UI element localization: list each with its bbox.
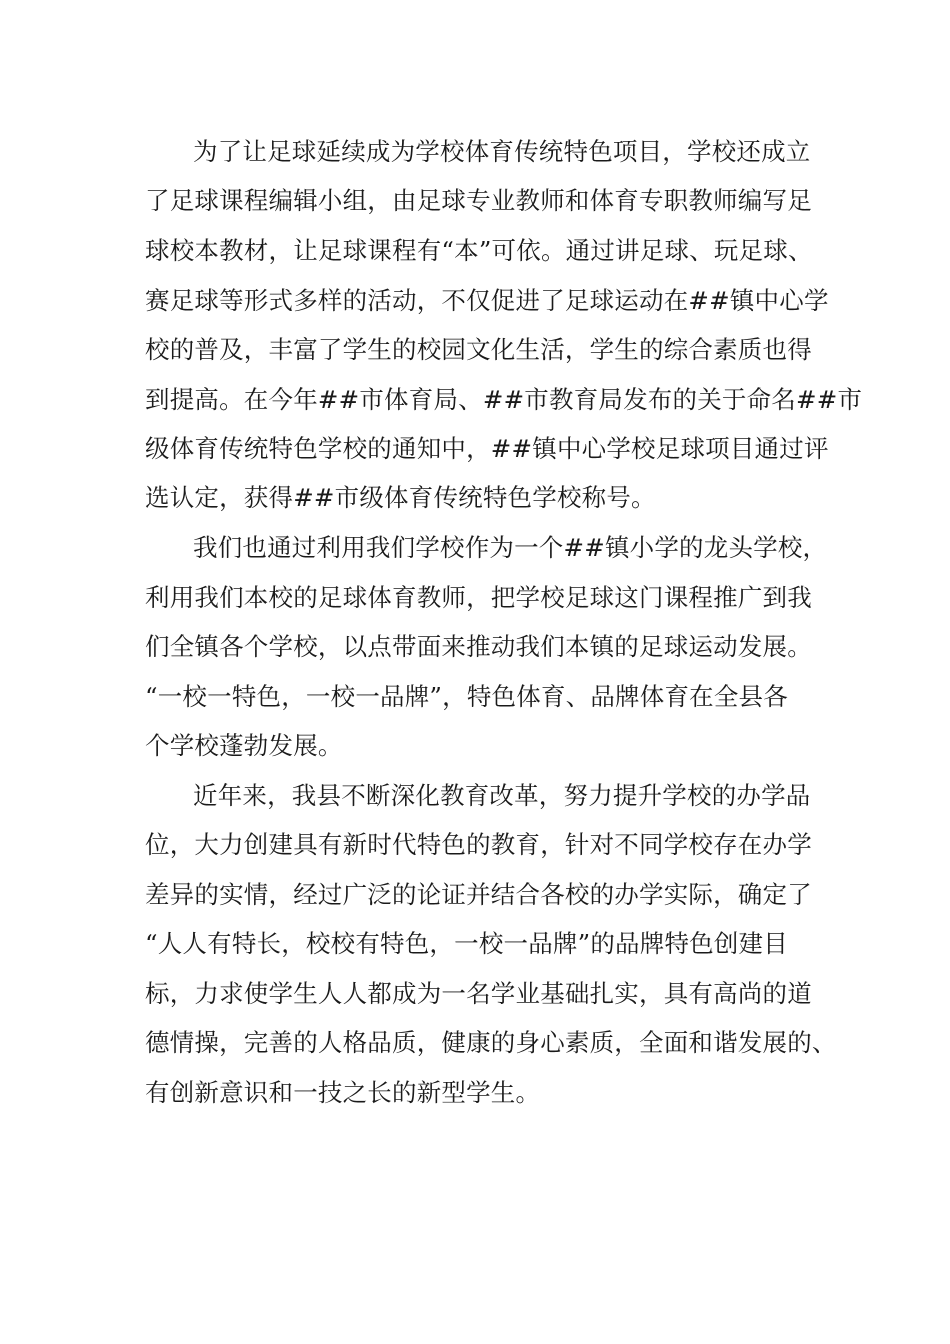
paragraph-3-line-6: 德情操，完善的人格品质，健康的身心素质，全面和谐发展的、 (145, 1028, 837, 1057)
paragraph-3-line-3: 差异的实情，经过广泛的论证并结合各校的办学实际，确定了 (145, 880, 812, 909)
paragraph-1-line-4: 赛足球等形式多样的活动，不仅促进了足球运动在##镇中心学 (145, 286, 829, 315)
paragraph-1-line-1: 为了让足球延续成为学校体育传统特色项目，学校还成立 (193, 137, 811, 166)
paragraph-3-line-5: 标，力求使学生人人都成为一名学业基础扎实，具有高尚的道 (145, 979, 812, 1008)
paragraph-1-line-6: 到提高。在今年##市体育局、##市教育局发布的关于命名##市 (145, 385, 863, 414)
paragraph-1-line-8: 选认定，获得##市级体育传统特色学校称号。 (145, 483, 656, 512)
paragraph-2-line-4: “一校一特色，一校一品牌”，特色体育、品牌体育在全县各 (145, 682, 788, 711)
paragraph-2-line-5: 个学校蓬勃发展。 (145, 731, 343, 760)
paragraph-1-line-3: 球校本教材，让足球课程有“本”可依。通过讲足球、玩足球、 (145, 236, 813, 265)
paragraph-2-line-3: 们全镇各个学校，以点带面来推动我们本镇的足球运动发展。 (145, 632, 812, 661)
paragraph-3-line-7: 有创新意识和一技之长的新型学生。 (145, 1078, 541, 1107)
paragraph-1-line-2: 了足球课程编辑小组，由足球专业教师和体育专职教师编写足 (145, 186, 812, 215)
paragraph-2-line-1: 我们也通过利用我们学校作为一个##镇小学的龙头学校， (193, 533, 828, 562)
paragraph-3-line-2: 位，大力创建具有新时代特色的教育，针对不同学校存在办学 (145, 830, 812, 859)
paragraph-2-line-2: 利用我们本校的足球体育教师，把学校足球这门课程推广到我 (145, 583, 812, 612)
paragraph-3-line-4: “人人有特长，校校有特色，一校一品牌”的品牌特色创建目 (145, 929, 788, 958)
paragraph-3-line-1: 近年来，我县不断深化教育改革，努力提升学校的办学品 (193, 781, 811, 810)
paragraph-1-line-5: 校的普及，丰富了学生的校园文化生活，学生的综合素质也得 (145, 335, 812, 364)
paragraph-1-line-7: 级体育传统特色学校的通知中，##镇中心学校足球项目通过评 (145, 434, 829, 463)
